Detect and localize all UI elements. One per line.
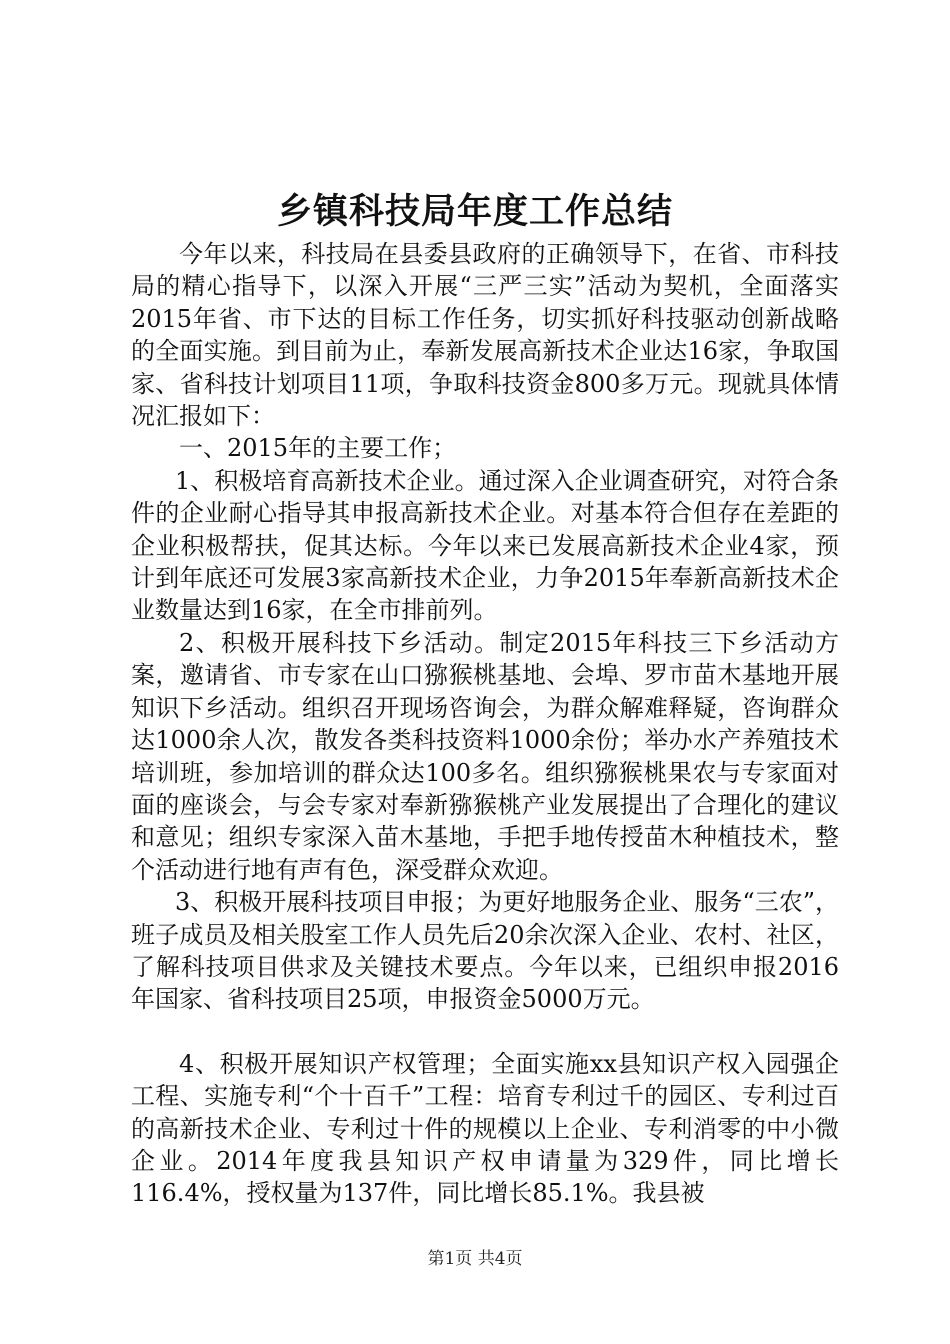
section-heading: 一、2015年的主要工作； <box>179 434 457 463</box>
paragraph-intro: 今年以来，科技局在县委县政府的正确领导下，在省、市科技局的精心指导下，以深入开展“三严三实”活动为契机，全面落实2015年省、市下达的目标工作任务，切实抓好科技驱动创新战略的全面实施。到目前为止，奉新发展高新技术企业达16家，争取国家、省科技计划项目11项，争取科技资金800多万元。现就具体情况汇报如下： <box>131 240 839 431</box>
document-title: 乡镇科技局年度工作总结 <box>276 191 673 232</box>
paragraph-item-3: 3、积极开展科技项目申报；为更好地服务企业、服务“三农”，班子成员及相关股室工作人员先后20余次深入企业、农村、社区，了解科技项目供求及关键技术要点。今年以来，已组织申报2016年国家、省科技项目25项，申报资金5000万元。 <box>131 888 839 1014</box>
paragraph-item-4: 4、积极开展知识产权管理；全面实施xx县知识产权入园强企工程、实施专利“个十百千”工程：培育专利过千的园区、专利过百的高新技术企业、专利过十件的规模以上企业、专利消零的中小微企业。2014年度我县知识产权申请量为329件，同比增长116.4%，授权量为137件，同比增长85.1%。我县被 <box>131 1049 839 1208</box>
page-footer: 第1页 共4页 <box>427 1249 523 1269</box>
document-body <box>131 238 839 1210</box>
paragraph-item-2: 2、积极开展科技下乡活动。制定2015年科技三下乡活动方案，邀请省、市专家在山口猕猴桃基地、会埠、罗市苗木基地开展知识下乡活动。组织召开现场咨询会，为群众解难释疑，咨询群众达1000余人次，散发各类科技资料1000余份；举办水产养殖技术培训班，参加培训的群众达100多名。组织猕猴桃果农与专家面对面的座谈会，与会专家对奉新猕猴桃产业发展提出了合理化的建议和意见；组织专家深入苗木基地，手把手地传授苗木种植技术，整个活动进行地有声有色，深受群众欢迎。 <box>131 628 839 884</box>
paragraph-item-1: 1、积极培育高新技术企业。通过深入企业调查研究，对符合条件的企业耐心指导其申报高新技术企业。对基本符合但存在差距的企业积极帮扶，促其达标。今年以来已发展高新技术企业4家，预计到年底还可发展3家高新技术企业，力争2015年奉新高新技术企业数量达到16家，在全市排前列。 <box>131 466 839 625</box>
